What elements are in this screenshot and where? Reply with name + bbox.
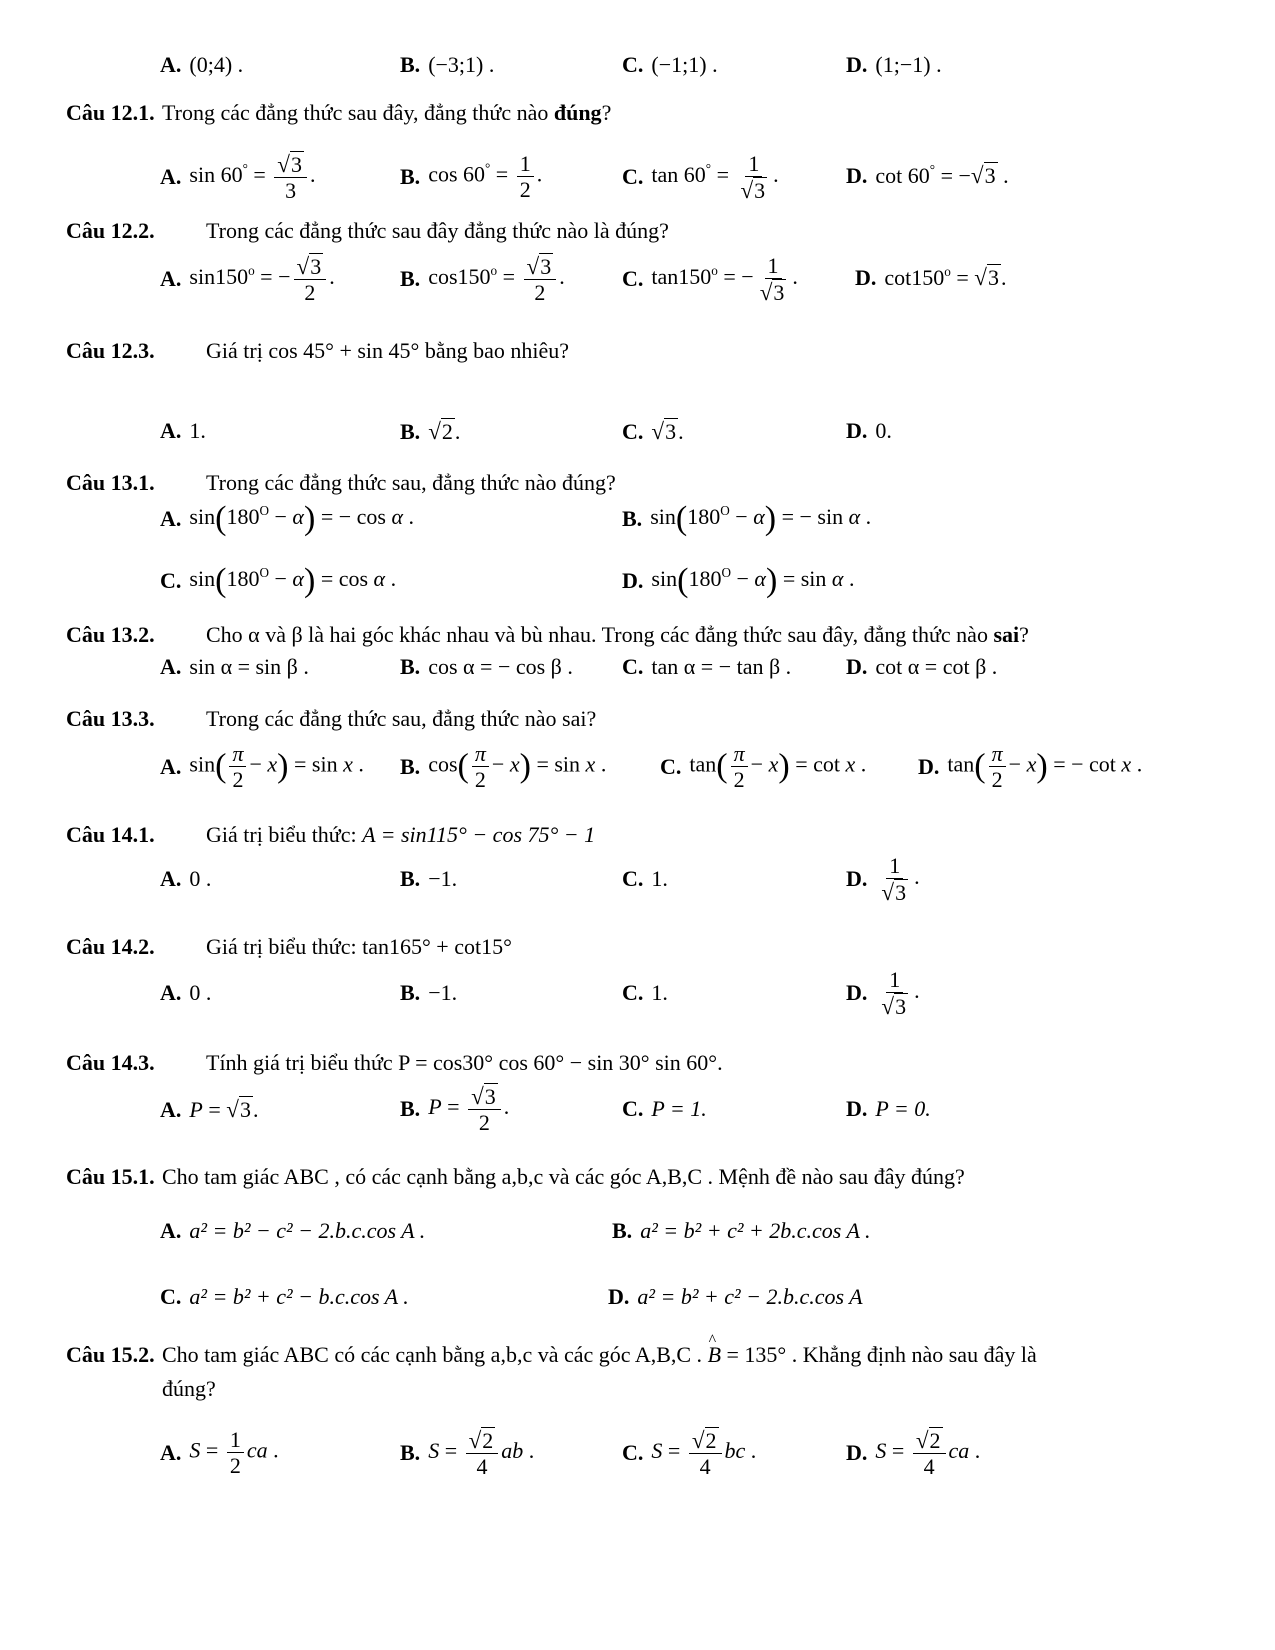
option-c[interactable]: C. 1.	[622, 980, 668, 1005]
option-a[interactable]: A. sin α = sin β .	[160, 654, 309, 679]
option-a-text: (0;4) .	[189, 52, 244, 77]
option-b[interactable]: B. cos( $\frac{\pi}{2}$ − x) = sin x .	[400, 741, 607, 793]
option-b[interactable]: B. cos 60° = $\frac{1}{2}$ .	[400, 151, 543, 203]
question-14-3-options	[0, 1084, 1275, 1146]
question-text: Cho tam giác ABC có các cạnh bằng a,b,c và các góc A,B,C . ^ B = 135° . Khẳng định nào sau đây là	[162, 1342, 1037, 1368]
option-b[interactable]: B. $\sin(180^O - \alpha)$ = − sin α .	[622, 500, 872, 537]
option-a[interactable]: A. sin( $\frac{\pi}{2}$ − x) = sin x .	[160, 741, 364, 793]
question-text: Trong các đẳng thức sau, đẳng thức nào đúng?	[206, 470, 616, 495]
question-14-1: Câu 14.1. Giá trị biểu thức: A = sin115° − cos 75° − 1	[66, 822, 596, 847]
question-11-options	[0, 52, 1275, 98]
question-text: Cho α và β là hai góc khác nhau và bù nhau. Trong các đẳng thức sau đây, đẳng thức nào sai?	[206, 622, 1029, 647]
option-c[interactable]: C. $\sin(180^O - \alpha) = \cos \alpha$ .	[160, 562, 397, 599]
question-13-1-options-cd	[0, 562, 1275, 608]
question-text: Cho tam giác ABC , có các cạnh bằng a,b,c và các góc A,B,C . Mệnh đề nào sau đây đúng?	[162, 1164, 965, 1189]
option-d[interactable]: D. S = $\frac{√2}{4}$ ca .	[846, 1427, 981, 1480]
option-b[interactable]: B. √2.	[400, 418, 461, 444]
question-12-1-options	[0, 148, 1275, 208]
question-text: Trong các đẳng thức sau đây đẳng thức nào là đúng?	[206, 218, 669, 243]
option-a[interactable]: A. $\sin 150^o$ = − $\frac{√3}{2}$ .	[160, 253, 335, 306]
question-14-2: Câu 14.2. Giá trị biểu thức: tan165° + cot15°	[66, 934, 512, 959]
option-c[interactable]: C. a² = b² + c² − b.c.cos A .	[160, 1284, 409, 1309]
option-b[interactable]: B. a² = b² + c² + 2b.c.cos A .	[612, 1218, 871, 1243]
option-d[interactable]: D. P = 0.	[846, 1096, 931, 1121]
option-a[interactable]: A. 0 .	[160, 980, 212, 1005]
option-b[interactable]: B. cos α = − cos β .	[400, 654, 573, 679]
question-15-2: Câu 15.2. Cho tam giác ABC có các cạnh bằng a,b,c và các góc A,B,C . ^ B = 135° . Khẳng định nào sau đây là	[0, 1342, 1275, 1388]
option-d-text: (1;−1) .	[875, 52, 942, 77]
option-a[interactable]: A. 0 .	[160, 866, 212, 891]
option-c[interactable]: C. $\tan 150^o$ = − $\frac{1}{√3}$ .	[622, 253, 798, 306]
question-text: Giá trị biểu thức: A = sin115° − cos 75° − 1	[206, 822, 596, 847]
option-a[interactable]: A. P = √3.	[160, 1096, 259, 1122]
option-b[interactable]: B. −1.	[400, 980, 458, 1005]
question-text: Giá trị cos 45° + sin 45° bằng bao nhiêu?	[206, 338, 570, 363]
option-b[interactable]: B. P = $\frac{√3}{2}$ .	[400, 1083, 510, 1136]
option-b[interactable]: B. S = $\frac{√2}{4}$ ab .	[400, 1427, 535, 1480]
question-text: Trong các đẳng thức sau đây, đẳng thức nào đúng?	[162, 100, 612, 125]
option-c[interactable]: C. √3.	[622, 418, 684, 444]
option-b-text: (−3;1) .	[428, 52, 495, 77]
question-15-1-options-cd	[0, 1284, 1275, 1330]
option-c[interactable]: C. tan α = − tan β .	[622, 654, 792, 679]
option-d[interactable]: D. (1;−1) .	[846, 52, 942, 77]
question-14-2-options	[0, 968, 1275, 1030]
question-14-3: Câu 14.3. Tính giá trị biểu thức P = cos30° cos 60° − sin 30° sin 60°.	[66, 1050, 723, 1075]
option-a[interactable]: A. 1.	[160, 418, 206, 443]
question-12-2: Câu 12.2. Trong các đẳng thức sau đây đẳng thức nào là đúng?	[66, 218, 669, 243]
question-text: Trong các đẳng thức sau, đẳng thức nào sai?	[206, 706, 597, 731]
option-d[interactable]: D. $\cot 150^o = √3$.	[855, 263, 1007, 290]
option-d[interactable]: D. cot 60° = −√3 .	[846, 161, 1009, 188]
question-12-1	[0, 100, 1275, 146]
option-b[interactable]: B. $\cos 150^o$ = $\frac{√3}{2}$ .	[400, 253, 565, 306]
option-b[interactable]: B. −1.	[400, 866, 458, 891]
question-15-2-options	[0, 1424, 1275, 1486]
question-14-1-options	[0, 854, 1275, 916]
angle-b-hat: ^ B	[708, 1342, 721, 1368]
question-text: Tính giá trị biểu thức P = cos30° cos 60° − sin 30° sin 60°.	[206, 1050, 723, 1075]
question-13-3: Câu 13.3. Trong các đẳng thức sau, đẳng thức nào sai?	[66, 706, 597, 731]
option-c[interactable]: C. P = 1.	[622, 1096, 707, 1121]
option-a[interactable]: A. $\sin(180^O - \alpha)$ = − cos α .	[160, 500, 415, 537]
option-a[interactable]: A. sin 60° = $\frac{√3}{3}$ .	[160, 151, 316, 204]
question-15-1-options-ab	[0, 1218, 1275, 1264]
option-d[interactable]: D. 0.	[846, 418, 892, 443]
question-13-1-options-ab	[0, 500, 1275, 546]
option-d[interactable]: D. $\frac{1}{√3}$ .	[846, 853, 920, 906]
option-c-text: (−1;1) .	[651, 52, 718, 77]
option-c[interactable]: C. tan 60° = $\frac{1}{√3}$ .	[622, 151, 779, 204]
option-c[interactable]: C. S = $\frac{√2}{4}$ bc .	[622, 1427, 757, 1480]
question-13-2: Câu 13.2. Cho α và β là hai góc khác nhau và bù nhau. Trong các đẳng thức sau đây, đẳng thức nào sai?	[66, 622, 1029, 647]
option-a[interactable]: A. a² = b² − c² − 2.b.c.cos A .	[160, 1218, 426, 1243]
option-b[interactable]: B. (−3;1) .	[400, 52, 495, 77]
option-c[interactable]: C. (−1;1) .	[622, 52, 718, 77]
option-a[interactable]: A. (0;4) .	[160, 52, 244, 77]
option-d[interactable]: D. $\sin(180^O - \alpha) = \sin \alpha$ .	[622, 562, 855, 599]
question-13-2-options	[0, 654, 1275, 700]
option-d[interactable]: D. tan( $\frac{\pi}{2}$ − x) = − cot x .	[918, 741, 1143, 793]
option-d[interactable]: D. cot α = cot β .	[846, 654, 998, 679]
question-text: Giá trị biểu thức: tan165° + cot15°	[206, 934, 512, 959]
question-15-1: Câu 15.1. Cho tam giác ABC , có các cạnh bằng a,b,c và các góc A,B,C . Mệnh đề nào sau đây đúng?	[66, 1164, 965, 1189]
question-12-3: Câu 12.3. Giá trị cos 45° + sin 45° bằng bao nhiêu?	[66, 338, 570, 363]
option-a[interactable]: A. S = $\frac{1}{2}$ ca .	[160, 1427, 279, 1479]
option-d[interactable]: D. $\frac{1}{√3}$ .	[846, 967, 920, 1020]
question-13-3-options	[0, 738, 1275, 800]
question-12-3-options	[0, 418, 1275, 464]
question-12-2-options	[0, 250, 1275, 310]
question-15-2-line2: đúng?	[162, 1376, 216, 1401]
question-13-1: Câu 13.1. Trong các đẳng thức sau, đẳng thức nào đúng?	[66, 470, 616, 495]
option-c[interactable]: C. tan( $\frac{\pi}{2}$ − x) = cot x .	[660, 741, 867, 793]
option-d[interactable]: D. a² = b² + c² − 2.b.c.cos A	[608, 1284, 863, 1309]
option-c[interactable]: C. 1.	[622, 866, 668, 891]
question-label: Câu 12.1.	[66, 100, 155, 125]
